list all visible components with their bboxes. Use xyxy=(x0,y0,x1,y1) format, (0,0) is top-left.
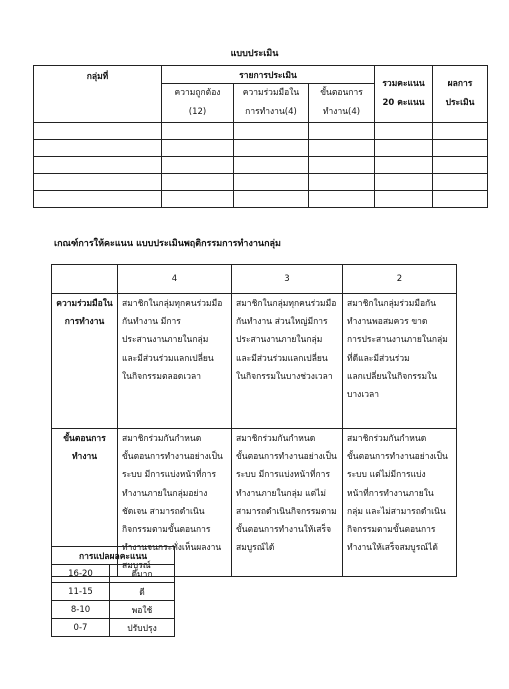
score-header-2: 2 xyxy=(343,265,457,294)
rubric-row-label-work-process: ขั้นตอนการ ทำงาน xyxy=(52,429,118,577)
table-row xyxy=(34,174,488,191)
score-header-4: 4 xyxy=(118,265,232,294)
score-range: 8-10 xyxy=(52,601,110,619)
rubric-title: เกณฑ์การให้คะแนน แบบประเมินพฤติกรรมการทำงานกลุ่ม xyxy=(54,239,281,249)
rubric-cell-cooperation-2: สมาชิกในกลุ่มร่วมมือกัน ทำงานพอสมควร ขาด การประสานงานภายในกลุ่ม ที่ดีและมีส่วนร่วม แลกเปลี่ยนในกิจกรรมใน บางเวลา xyxy=(343,294,457,429)
rubric-cell-work-process-3: สมาชิกร่วมกันกำหนด ขั้นตอนการทำงานอย่างเป็น ระบบ มีการแบ่งหน้าที่การ ทำงานภายในกลุ่ม แต่ไม่ สามารถดำเนินกิจกรรมตาม ขั้นตอนการทำงานให้เสร็จ สมบูรณ์ได้ xyxy=(232,429,343,577)
table-row xyxy=(34,140,488,157)
table-row xyxy=(52,565,175,583)
rubric-corner-cell xyxy=(52,265,118,294)
score-level: ดีมาก xyxy=(110,565,175,583)
score-header-3: 3 xyxy=(232,265,343,294)
rubric-cell-cooperation-3: สมาชิกในกลุ่มทุกคนร่วมมือ กันทำงาน ส่วนใหญ่มีการ ประสานงานภายในกลุ่ม และมีส่วนร่วมแลกเปลี่ยน ในกิจกรรมในบางช่วงเวลา xyxy=(232,294,343,429)
score-level: พอใช้ xyxy=(110,601,175,619)
table-row xyxy=(52,619,175,637)
rubric-row-label-cooperation: ความร่วมมือใน การทำงาน xyxy=(52,294,118,429)
rubric-cell-work-process-2: สมาชิกร่วมกันกำหนด ขั้นตอนการทำงานอย่างเป็น ระบบ แต่ไม่มีการแบ่ง หน้าที่การทำงานภายใน กลุ่ม และไม่สามารถดำเนิน กิจกรรมตามขั้นตอนการ ทำงานให้เสร็จสมบูรณ์ได้ xyxy=(343,429,457,577)
interpretation-title: การแปลผลคะแนน xyxy=(52,547,175,565)
score-range: 0-7 xyxy=(52,619,110,637)
table-row xyxy=(52,583,175,601)
group-header: กลุ่มที่ xyxy=(34,66,162,123)
interpretation-table xyxy=(51,546,175,637)
rubric-cell-work-process-4: สมาชิกร่วมกันกำหนด ขั้นตอนการทำงานอย่างเป็น ระบบ มีการแบ่งหน้าที่การ ทำงานภายในกลุ่มอย่าง ชัดเจน สามารถดำเนิน กิจกรรมตามขั้นตอนการ ทำงานจนกระทั่งเห็นผลงาน สมบูรณ์ xyxy=(118,429,232,577)
table-row xyxy=(34,123,488,140)
total-header: รวมคะแนน 20 คะแนน xyxy=(375,66,433,123)
score-level: ปรับปรุง xyxy=(110,619,175,637)
table-row xyxy=(52,601,175,619)
rubric-cell-cooperation-4: สมาชิกในกลุ่มทุกคนร่วมมือ กันทำงาน มีการ ประสานงานภายในกลุ่ม และมีส่วนร่วมแลกเปลี่ยน ในกิจกรรมตลอดเวลา xyxy=(118,294,232,429)
score-range: 16-20 xyxy=(52,565,110,583)
evaluation-form-title: แบบประเมิน xyxy=(230,49,279,59)
score-level: ดี xyxy=(110,583,175,601)
criterion-accuracy: ความถูกต้อง (12) xyxy=(162,84,234,123)
rubric-table xyxy=(51,264,457,577)
evaluation-form-table xyxy=(33,65,488,208)
score-range: 11-15 xyxy=(52,583,110,601)
criterion-cooperation: ความร่วมมือใน การทำงาน(4) xyxy=(234,84,309,123)
table-row xyxy=(34,191,488,208)
result-header: ผลการ ประเมิน xyxy=(433,66,488,123)
criterion-work-process: ขั้นตอนการ ทำงาน(4) xyxy=(309,84,375,123)
table-row xyxy=(34,157,488,174)
items-header: รายการประเมิน xyxy=(162,66,375,84)
